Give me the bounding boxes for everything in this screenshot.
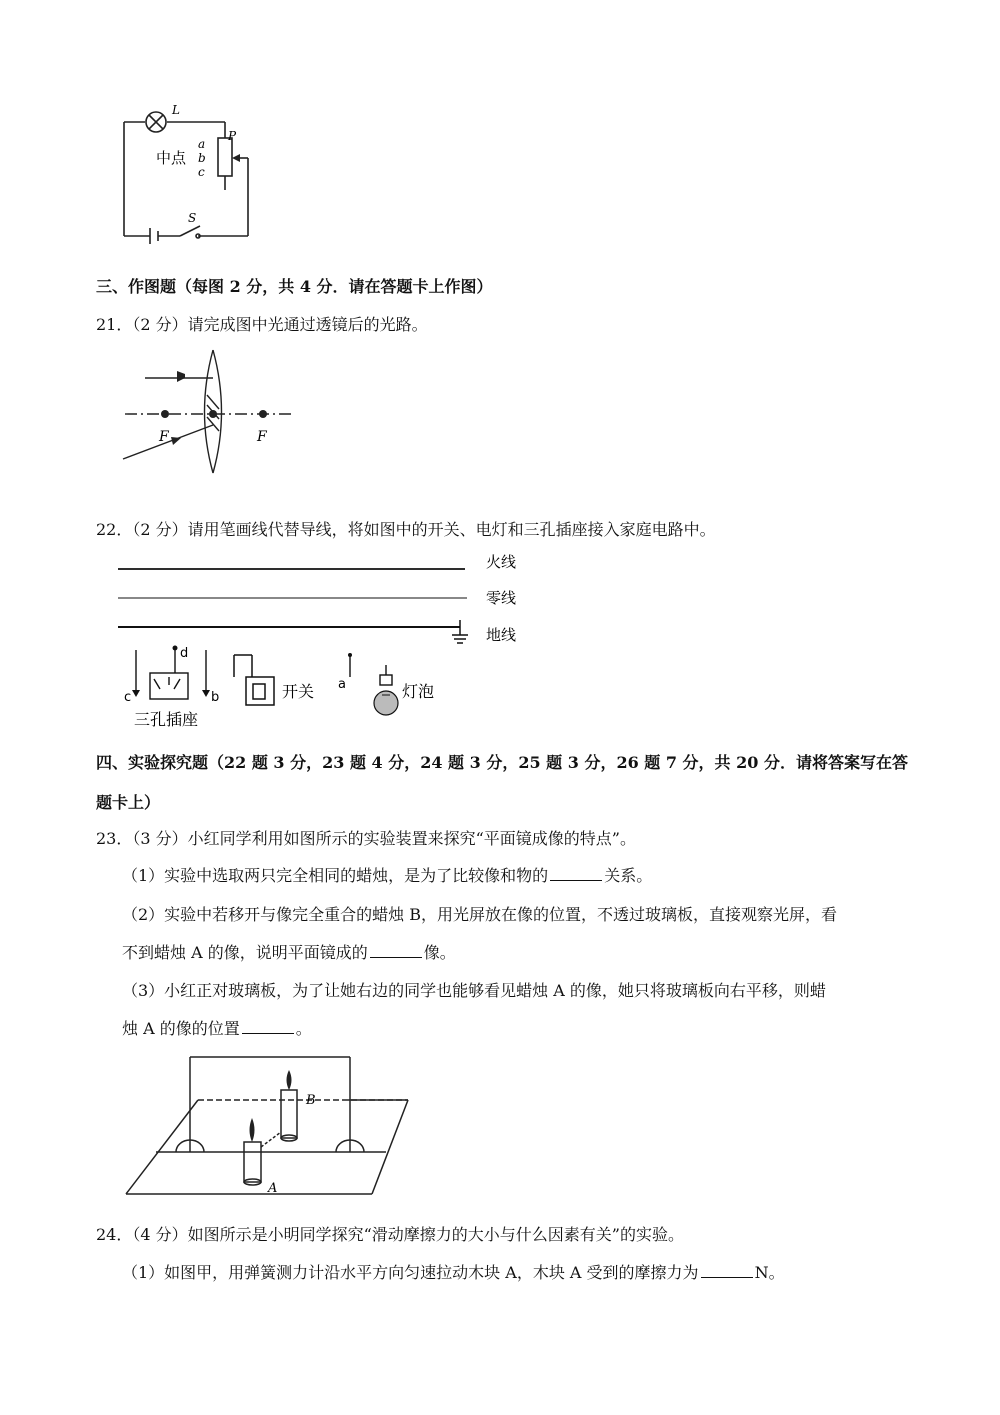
q23-part3-line1: （3）小红正对玻璃板，为了让她右边的同学也能够看见蜡烛 A 的像，她只将玻璃板向右平移，则蜡: [122, 981, 826, 1000]
candle-b-label: B: [306, 1093, 316, 1108]
label-s: S: [188, 211, 197, 225]
label-p: P: [228, 129, 237, 143]
question-24: 24．（4 分）如图所示是小明同学探究“滑动摩擦力的大小与什么因素有关”的实验。: [96, 1225, 684, 1244]
household-circuit-figure: [110, 545, 530, 735]
lamp-label: L: [172, 103, 180, 117]
q23-part2-line1: （2）实验中若移开与像完全重合的蜡烛 B，用光屏放在像的位置，不透过玻璃板，直接观察光屏，看: [122, 905, 838, 924]
lens-figure: [115, 345, 305, 475]
label-a: a: [198, 137, 206, 151]
question-22: 22．（2 分）请用笔画线代替导线，将如图中的开关、电灯和三孔插座接入家庭电路中。: [96, 520, 716, 539]
q23-part3-c: 。: [295, 1019, 312, 1038]
switch-label: 开关: [282, 682, 315, 701]
q23-part1-a: （1）实验中选取两只完全相同的蜡烛，是为了比较像和物的: [122, 866, 549, 885]
socket-label: 三孔插座: [134, 710, 199, 729]
q23-part1: [122, 863, 652, 886]
socket-b-label: b: [211, 690, 220, 705]
section-4-title-line2: 题卡上）: [96, 793, 161, 812]
answer-blank[interactable]: [550, 866, 602, 881]
socket-c-label: c: [124, 690, 132, 705]
q24-part1: [122, 1260, 785, 1283]
bulb-a-label: a: [338, 677, 346, 692]
question-23: 23．（3 分）小红同学利用如图所示的实验装置来探究“平面镜成像的特点”。: [96, 829, 636, 848]
label-c: c: [198, 165, 205, 179]
section-4-title-line1: 四、实验探究题（22 题 3 分，23 题 4 分，24 题 3 分，25 题 3 分，26 题 7 分，共 20 分．请将答案写在答: [96, 753, 908, 772]
mid-label: 中点: [156, 149, 187, 167]
q23-part2-line2: [122, 940, 456, 963]
focal-left-label: F: [159, 429, 169, 445]
focal-right-label: F: [257, 429, 267, 445]
bulb-label: 灯泡: [402, 682, 435, 701]
answer-blank[interactable]: [701, 1263, 753, 1278]
answer-blank[interactable]: [242, 1019, 294, 1034]
candle-a-label: A: [268, 1181, 278, 1196]
live-wire-label: 火线: [486, 553, 517, 571]
mirror-experiment-figure: [118, 1052, 418, 1202]
q23-part3-b: 烛 A 的像的位置: [122, 1019, 240, 1038]
q23-part2-b: 不到蜡烛 A 的像，说明平面镜成的: [122, 943, 368, 962]
neutral-wire-label: 零线: [486, 589, 517, 607]
label-b: b: [198, 151, 206, 165]
section-3-title: 三、作图题（每图 2 分，共 4 分．请在答题卡上作图）: [96, 277, 493, 296]
q23-part1-b: 关系。: [604, 866, 653, 885]
answer-blank[interactable]: [370, 943, 422, 958]
question-21: 21．（2 分）请完成图中光通过透镜后的光路。: [96, 315, 428, 334]
q23-part2-c: 像。: [423, 943, 456, 962]
q24-part1-a: （1）如图甲，用弹簧测力计沿水平方向匀速拉动木块 A，木块 A 受到的摩擦力为: [122, 1263, 699, 1282]
q23-part3-line2: [122, 1016, 312, 1039]
ground-wire-label: 地线: [486, 626, 517, 644]
q24-part1-b: N。: [754, 1263, 785, 1282]
circuit-figure: [110, 100, 270, 250]
socket-d-label: d: [180, 646, 189, 661]
